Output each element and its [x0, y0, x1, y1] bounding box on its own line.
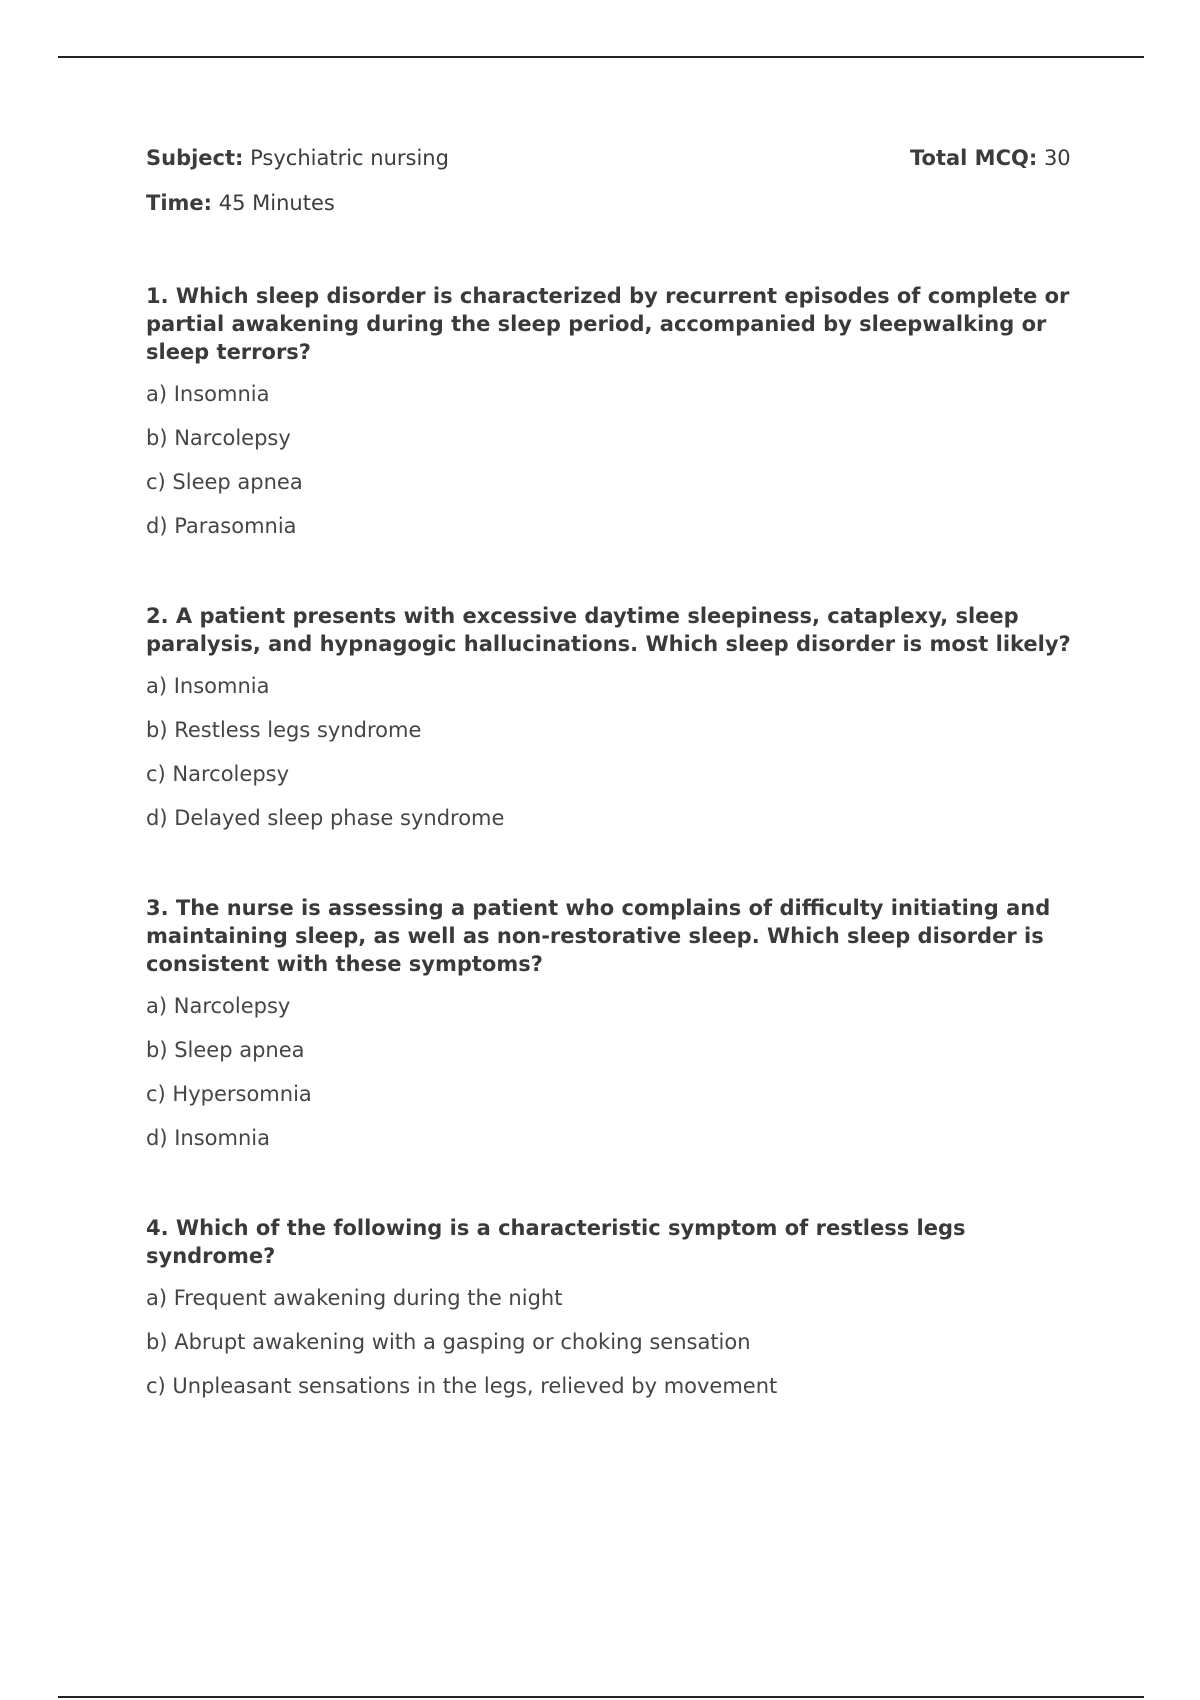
subject-label: Subject: — [146, 146, 244, 170]
option-b: b) Narcolepsy — [146, 426, 291, 450]
option-b: b) Abrupt awakening with a gasping or choking sensation — [146, 1330, 751, 1354]
meta-row-time — [146, 189, 1086, 217]
total-mcq-value: 30 — [1043, 146, 1071, 170]
option-d: d) Delayed sleep phase syndrome — [146, 806, 505, 830]
meta-row-subject — [146, 144, 1086, 172]
question-2 — [146, 602, 1086, 832]
option-c: c) Unpleasant sensations in the legs, relieved by movement — [146, 1374, 778, 1398]
question-text: 4. Which of the following is a characteristic symptom of restless legs syndrome? — [146, 1216, 966, 1268]
question-text: 2. A patient presents with excessive daytime sleepiness, cataplexy, sleep paralysis, and hypnagogic hallucinations. Which sleep disorder is most likely? — [146, 604, 1071, 656]
option-a: a) Frequent awakening during the night — [146, 1286, 563, 1310]
question-1 — [146, 282, 1086, 540]
bottom-rule — [58, 1696, 1144, 1698]
option-d: d) Insomnia — [146, 1126, 270, 1150]
question-text: 1. Which sleep disorder is characterized by recurrent episodes of complete or partial awakening during the sleep period, accompanied by sleepwalking or sleep terrors? — [146, 284, 1070, 364]
option-c: c) Hypersomnia — [146, 1082, 312, 1106]
option-a: a) Insomnia — [146, 674, 270, 698]
option-c: c) Sleep apnea — [146, 470, 303, 494]
question-3 — [146, 894, 1086, 1152]
option-c: c) Narcolepsy — [146, 762, 290, 786]
option-a: a) Insomnia — [146, 382, 270, 406]
option-a: a) Narcolepsy — [146, 994, 291, 1018]
subject-field — [146, 144, 449, 172]
total-mcq-field — [910, 144, 1086, 172]
question-text: 3. The nurse is assessing a patient who complains of difficulty initiating and maintaining sleep, as well as non-restorative sleep. Which sleep disorder is consistent with these symptoms? — [146, 896, 1051, 976]
option-b: b) Restless legs syndrome — [146, 718, 422, 742]
question-4 — [146, 1214, 1086, 1400]
top-rule — [58, 56, 1144, 58]
time-value: 45 Minutes — [218, 191, 335, 215]
subject-value: Psychiatric nursing — [250, 146, 449, 170]
document-body — [146, 144, 1086, 1416]
option-b: b) Sleep apnea — [146, 1038, 305, 1062]
total-mcq-label: Total MCQ: — [910, 146, 1038, 170]
time-field — [146, 189, 335, 217]
time-label: Time: — [146, 191, 213, 215]
option-d: d) Parasomnia — [146, 514, 297, 538]
